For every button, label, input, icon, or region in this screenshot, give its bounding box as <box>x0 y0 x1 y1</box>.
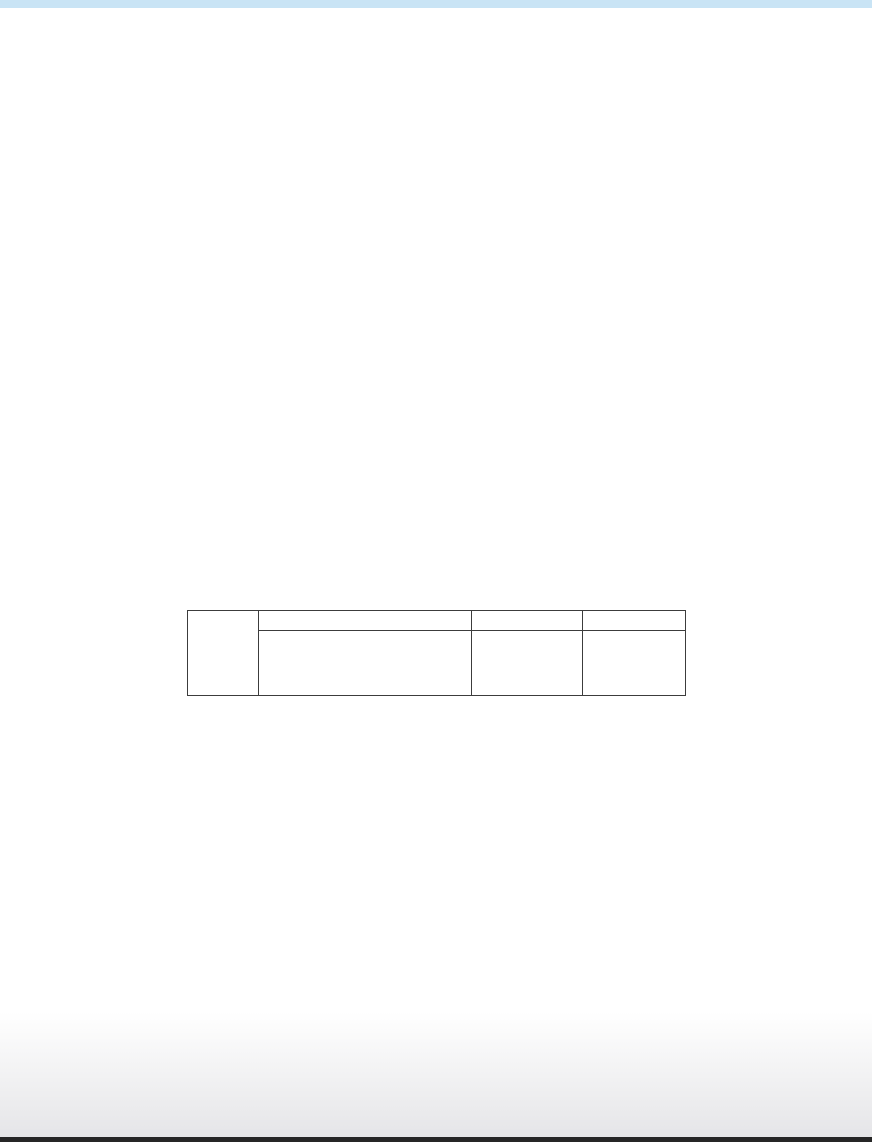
top-scan-bar <box>0 0 872 8</box>
page-bottom-shade <box>0 1012 872 1142</box>
table-header-col2 <box>471 611 582 631</box>
section-heading-402-12 <box>187 564 199 579</box>
bottom-edge-strip <box>0 1137 872 1142</box>
table-header-col3 <box>582 611 686 631</box>
tolls-table <box>187 610 686 696</box>
table-header-col3-sub <box>582 631 686 695</box>
table-header <box>188 611 685 696</box>
sun-icon <box>0 1020 122 1142</box>
table-header-col1 <box>258 611 471 631</box>
table-header-col1-sub <box>258 631 471 695</box>
table-header-col2-sub <box>471 631 582 695</box>
table-header-item <box>188 611 258 695</box>
